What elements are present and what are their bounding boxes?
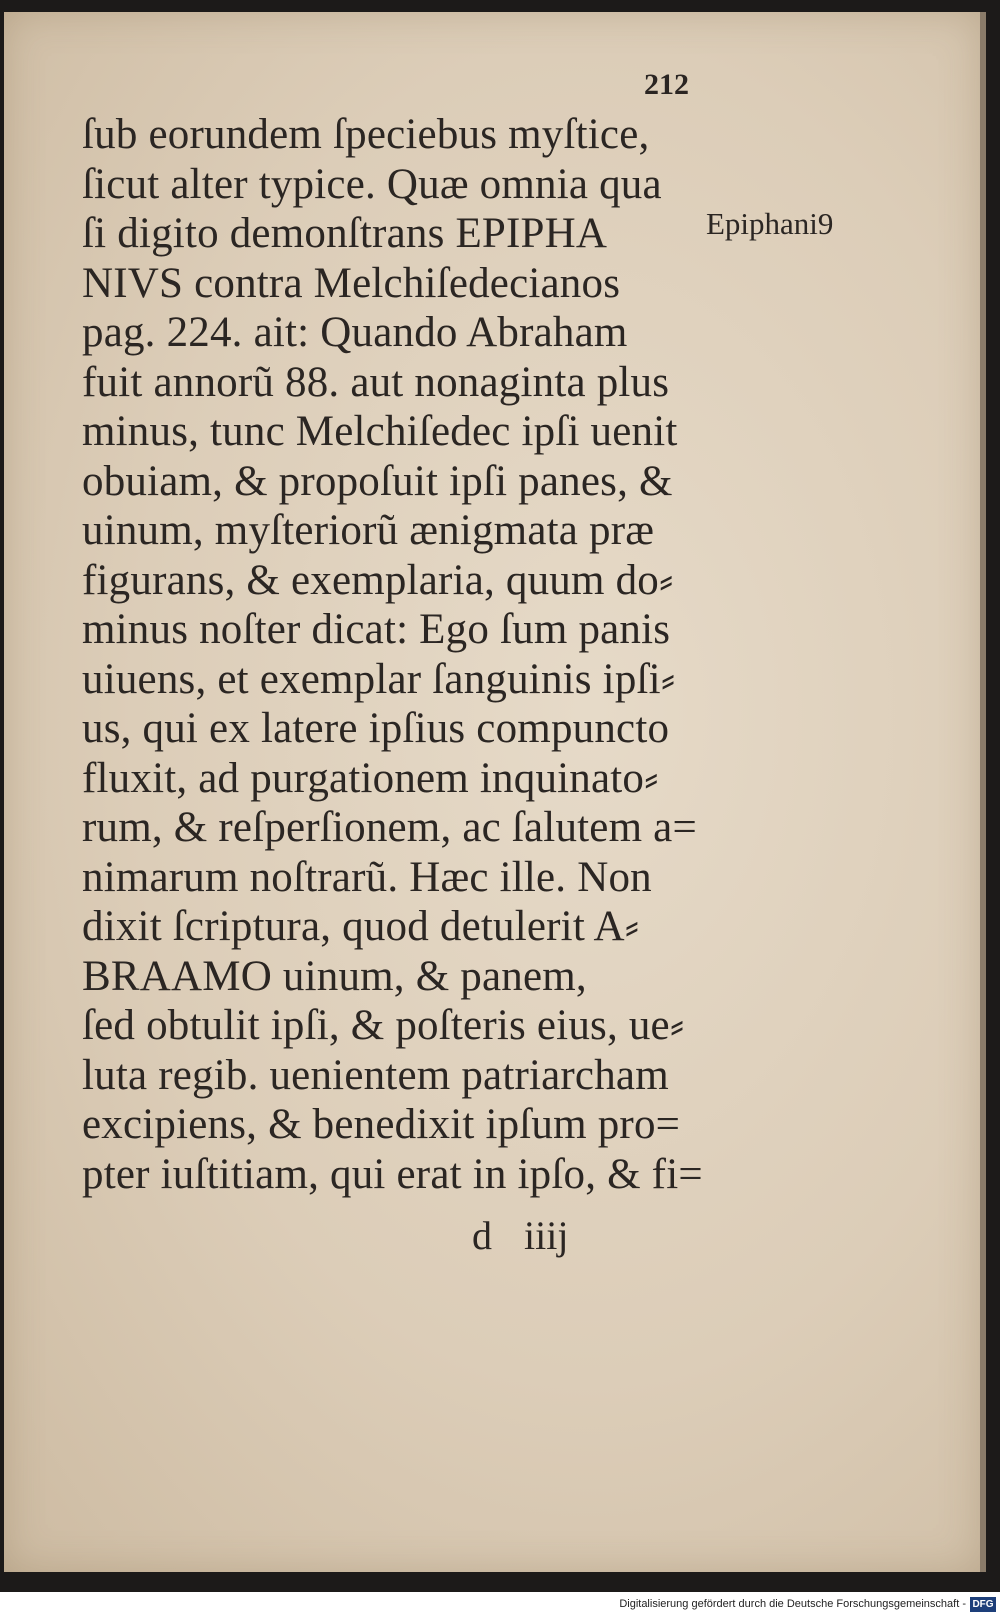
marginal-note: Epiphani9 [706,206,834,241]
text-line: fluxit, ad purgationem inquinato⸗ [82,754,659,802]
body-text [82,110,712,1199]
text-line: dixit ſcriptura, quod detulerit A⸗ [82,903,640,950]
text-line: uinum, myſteriorũ ænigmata præ [82,507,655,554]
text-line: ſed obtulit ipſi, & poſteris eius, ue⸗ [82,1002,685,1049]
footer-bar [0,1592,1000,1620]
text-line: obuiam, & propoſuit ipſi panes, & [82,457,673,505]
text-line: BRAAMO uinum, & panem, [82,952,587,1000]
signature-mark: d iiij [472,1213,569,1258]
text-line: pter iuſtitiam, qui erat in ipſo, & fi= [82,1150,703,1198]
dfg-logo-icon: DFG [970,1597,996,1612]
text-line: us, qui ex latere ipſius compuncto [82,705,670,752]
text-line: nimarum noſtrarũ. Hæc ille. Non [82,853,652,901]
page-number: 212 [644,68,689,101]
text-line: minus noſter dicat: Ego ſum panis [82,606,671,653]
book-page [4,12,986,1572]
text-line: ſub eorundem ſpeciebus myſtice, [82,111,650,158]
text-line: luta regib. uenientem patriarcham [82,1051,669,1099]
text-line: pag. 224. ait: Quando Abraham [82,309,628,356]
text-line: uiuens, et exemplar ſanguinis ipſi⸗ [82,655,676,703]
text-line: minus, tunc Melchiſedec ipſi uenit [82,408,678,455]
text-line: ſicut alter typice. Quæ omnia qua [82,160,662,208]
text-line: ſi digito demonſtrans EPIPHA [82,210,608,257]
footer-credit: Digitalisierung gefördert durch die Deutsche Forschungsgemeinschaft - [619,1598,966,1610]
text-line: excipiens, & benedixit ipſum pro= [82,1101,681,1148]
text-line: NIVS contra Melchiſedecianos [82,259,621,307]
text-line: figurans, & exemplaria, quum do⸗ [82,556,674,604]
text-line: fuit annorũ 88. aut nonaginta plus [82,358,670,406]
text-line: rum, & reſperſionem, ac ſalutem a= [82,804,697,851]
